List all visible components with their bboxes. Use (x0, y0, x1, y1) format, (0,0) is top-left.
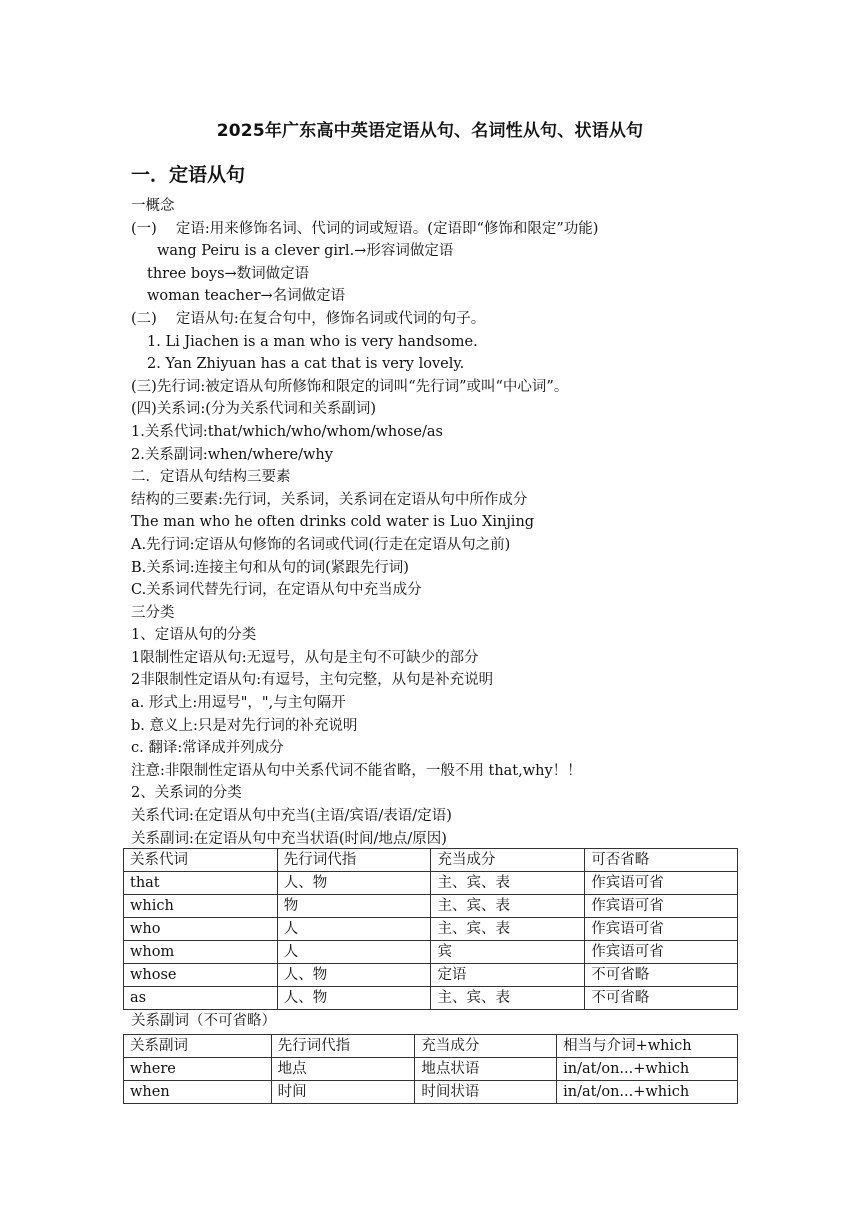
relative-adverb-table (123, 1034, 738, 1104)
text-line: 关系副词:在定语从句中充当状语(时间/地点/原因) (131, 830, 447, 847)
text-line: (三)先行词:被定语从句所修饰和限定的词叫“先行词”或叫“中心词”。 (131, 378, 569, 395)
table-cell: 定语 (431, 964, 585, 987)
table-header-cell: 可否省略 (585, 849, 738, 872)
table-cell: as (124, 987, 278, 1010)
document-title: 2025年广东高中英语定语从句、名词性从句、状语从句 (216, 121, 644, 141)
table-cell: 主、宾、表 (431, 987, 585, 1010)
table-cell: that (124, 872, 278, 895)
table-cell: 人、物 (277, 987, 431, 1010)
table-header-row (124, 1035, 738, 1058)
text-line: 1限制性定语从句:无逗号，从句是主句不可缺少的部分 (131, 649, 479, 666)
text-line: b. 意义上:只是对先行词的补充说明 (131, 717, 358, 734)
example-line: 2. Yan Zhiyuan has a cat that is very lovely. (147, 356, 465, 373)
text-line: A.先行词:定语从句修饰的名词或代词(行走在定语从句之前) (131, 536, 511, 553)
text-line: 结构的三要素:先行词，关系词，关系词在定语从句中所作成分 (131, 491, 528, 508)
table-header-row (124, 849, 738, 872)
table-cell: 不可省略 (585, 964, 738, 987)
table-cell: 地点 (271, 1058, 415, 1081)
table-header-cell: 关系副词 (124, 1035, 272, 1058)
table-cell: 不可省略 (585, 987, 738, 1010)
table-row (124, 987, 738, 1010)
table-header-cell: 相当与介词+which (557, 1035, 738, 1058)
table-cell: 主、宾、表 (431, 895, 585, 918)
table-cell: when (124, 1081, 272, 1104)
table-row (124, 872, 738, 895)
table-cell: 人、物 (277, 872, 431, 895)
table-cell: 物 (277, 895, 431, 918)
text-line: (四)关系词:(分为关系代词和关系副词) (131, 401, 377, 418)
example-line: The man who he often drinks cold water is Luo Xinjing (131, 514, 535, 531)
text-line: c. 翻译:常译成并列成分 (131, 740, 284, 757)
table-cell: 主、宾、表 (431, 872, 585, 895)
table-cell: 作宾语可省 (585, 895, 738, 918)
table-cell: 时间状语 (415, 1081, 557, 1104)
text-line: a. 形式上:用逗号"，",与主句隔开 (131, 695, 346, 712)
table-cell: in/at/on...+which (557, 1058, 738, 1081)
table-cell: where (124, 1058, 272, 1081)
table-header-cell: 充当成分 (415, 1035, 557, 1058)
example-line: 1. Li Jiachen is a man who is very handsome. (147, 333, 478, 350)
table-cell: 人 (277, 918, 431, 941)
text-line: 1、定语从句的分类 (131, 627, 257, 644)
text-line: B.关系词:连接主句和从句的词(紧跟先行词) (131, 559, 409, 576)
table-cell: 人 (277, 941, 431, 964)
text-line: 一概念 (131, 198, 175, 214)
text-line: 2、关系词的分类 (131, 785, 242, 802)
table-header-cell: 先行词代指 (277, 849, 431, 872)
table-header-cell: 关系代词 (124, 849, 278, 872)
table-cell: in/at/on...+which (557, 1081, 738, 1104)
table-cell: whose (124, 964, 278, 987)
table-cell: who (124, 918, 278, 941)
table-row (124, 1058, 738, 1081)
table-header-cell: 充当成分 (431, 849, 585, 872)
text-line: 关系代词:在定语从句中充当(主语/宾语/表语/定语) (131, 808, 452, 825)
table-cell: 人、物 (277, 964, 431, 987)
example-line: wang Peiru is a clever girl.→形容词做定语 (157, 243, 454, 260)
relative-adverb-caption: 关系副词（不可省略） (131, 1013, 276, 1029)
table-row (124, 1081, 738, 1104)
table-row (124, 941, 738, 964)
text-line: (一) 定语:用来修饰名词、代词的词或短语。(定语即“修饰和限定”功能) (131, 220, 599, 237)
relative-pronoun-table (123, 848, 738, 1010)
note-line: 注意:非限制性定语从句中关系代词不能省略，一般不用 that,why！！ (131, 762, 582, 779)
table-cell: 作宾语可省 (585, 941, 738, 964)
table-cell: whom (124, 941, 278, 964)
table-cell: 宾 (431, 941, 585, 964)
table-header-cell: 先行词代指 (271, 1035, 415, 1058)
text-line: 2.关系副词:when/where/why (131, 446, 333, 463)
table-cell: 作宾语可省 (585, 872, 738, 895)
table-cell: 作宾语可省 (585, 918, 738, 941)
text-line: 1.关系代词:that/which/who/whom/whose/as (131, 423, 443, 440)
body-text (131, 195, 751, 850)
table-row (124, 895, 738, 918)
table-cell: 主、宾、表 (431, 918, 585, 941)
table-cell: 地点状语 (415, 1058, 557, 1081)
subsection-heading: 三分类 (131, 604, 175, 621)
table-cell: 时间 (271, 1081, 415, 1104)
example-line: woman teacher→名词做定语 (147, 288, 346, 305)
table-cell: which (124, 895, 278, 918)
table-row (124, 964, 738, 987)
text-line: (二) 定语从句:在复合句中，修饰名词或代词的句子。 (131, 310, 486, 327)
text-line: 2非限制性定语从句:有逗号，主句完整，从句是补充说明 (131, 672, 494, 689)
section-heading: 一．定语从句 (131, 164, 246, 186)
subsection-heading: 二．定语从句结构三要素 (131, 469, 291, 486)
example-line: three boys→数词做定语 (147, 265, 310, 282)
text-line: C.关系词代替先行词，在定语从句中充当成分 (131, 582, 422, 599)
table-row (124, 918, 738, 941)
